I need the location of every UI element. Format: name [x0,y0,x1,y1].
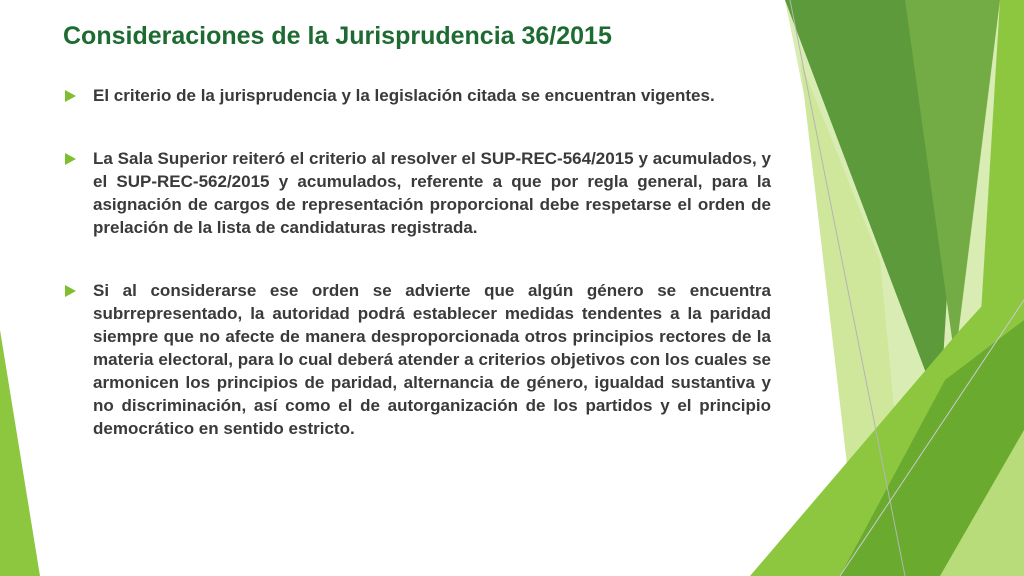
left-sliver-shape [0,330,40,576]
bullet-text: La Sala Superior reiteró el criterio al resolver el SUP-REC-564/2015 y acumulados, y el SUP-REC-562/2015 y acumulados, referente a que por regla general, para la asignación de cargos de representación proporcional debe respetarse el orden de prelación de la lista de candidaturas registrada. [93,149,771,237]
list-item [63,84,771,107]
slide-title: Consideraciones de la Jurisprudencia 36/2015 [63,22,612,50]
triangle-bullet-icon [65,285,76,297]
list-item [63,279,771,440]
triangle-bullet-icon [65,90,76,102]
bullet-text: El criterio de la jurisprudencia y la legislación citada se encuentran vigentes. [93,86,715,105]
bullet-list [63,84,771,480]
list-item [63,147,771,239]
triangle-bullet-icon [65,153,76,165]
bullet-text: Si al considerarse ese orden se advierte que algún género se encuentra subrrepresentado, la autoridad podrá establecer medidas tendentes a la paridad siempre que no afecte de manera desproporcionada otros principios rectores de la materia electoral, para lo cual deberá atender a criterios objetivos con los cuales se armonicen los principios de paridad, alternancia de género, igualdad sustantiva y no discriminación, así como el de autorganización de los partidos y el principio democrático en sentido estricto. [93,281,771,438]
